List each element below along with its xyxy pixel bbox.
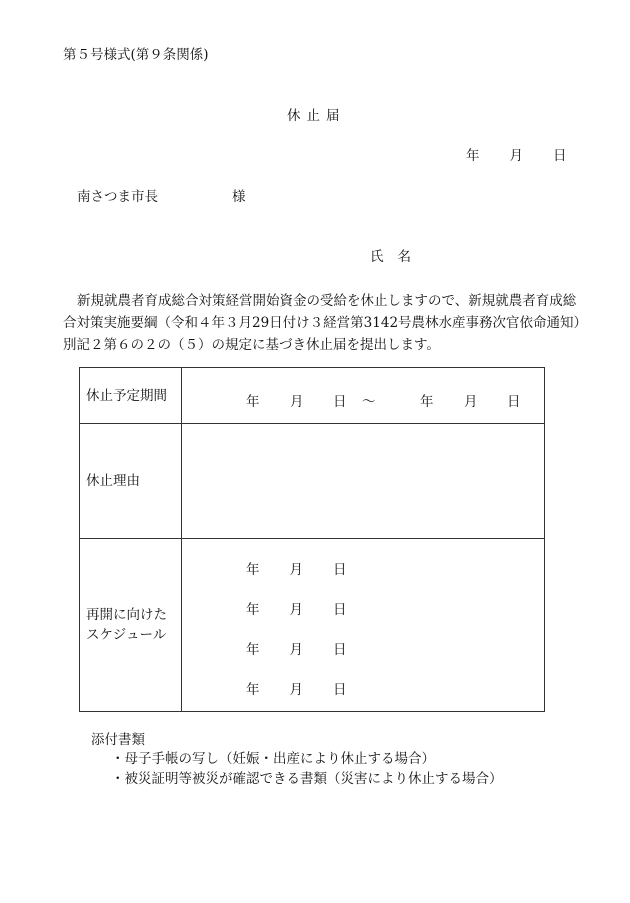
schedule-day: 日: [333, 682, 347, 698]
schedule-label-line-1: 再開に向けた: [86, 607, 167, 623]
reason-label: 休止理由: [80, 424, 182, 539]
submission-date: [466, 150, 567, 164]
schedule-month: 月: [289, 562, 303, 578]
date-day: 日: [553, 148, 567, 164]
schedule-label: [80, 539, 182, 712]
period-start-year: 年: [246, 394, 260, 410]
attachment-item: ・被災証明等被災が確認できる書類（災害により休止する場合）: [111, 771, 503, 787]
schedule-year: 年: [246, 642, 260, 658]
reason-cell[interactable]: [182, 424, 545, 539]
schedule-month: 月: [289, 642, 303, 658]
schedule-day: 日: [333, 602, 347, 618]
schedule-year: 年: [246, 602, 260, 618]
period-end-year: 年: [420, 394, 434, 410]
schedule-year: 年: [246, 682, 260, 698]
schedule-date-row: [246, 598, 347, 618]
schedule-date-row: [246, 678, 347, 698]
period-end-day: 日: [507, 394, 521, 410]
period-cell[interactable]: [182, 368, 545, 424]
document-title: 休止届: [287, 108, 346, 124]
schedule-month: 月: [289, 682, 303, 698]
schedule-day: 日: [333, 562, 347, 578]
schedule-date-row: [246, 558, 347, 578]
applicant-name-label: [370, 251, 411, 265]
attachments-heading: 添付書類: [91, 732, 145, 748]
schedule-date-row: [246, 638, 347, 658]
date-year: 年: [466, 148, 480, 164]
body-paragraph: 新規就農者育成総合対策経営開始資金の受給を休止しますので、新規就農者育成総合対策実施要綱（令和４年３月29日付け３経営第3142号農林水産事務次官依命通知）別記２第６の２の（５）の規定に基づき休止届を提出します。: [63, 293, 581, 353]
period-label: 休止予定期間: [80, 368, 182, 424]
period-end-month: 月: [464, 394, 478, 410]
recipient: [77, 191, 246, 205]
suspension-form-table: [79, 367, 545, 712]
schedule-cell[interactable]: [182, 539, 545, 712]
recipient-name: 南さつま市長: [77, 189, 158, 205]
date-month: 月: [509, 148, 523, 164]
recipient-honorific: 様: [232, 189, 246, 205]
form-number: 第５号様式(第９条関係): [63, 47, 209, 63]
applicant-mei: 名: [397, 249, 411, 265]
period-start-day: 日: [333, 394, 347, 410]
schedule-day: 日: [333, 642, 347, 658]
schedule-label-line-2: スケジュール: [86, 627, 167, 643]
schedule-year: 年: [246, 562, 260, 578]
period-start-month: 月: [290, 394, 304, 410]
attachment-item: ・母子手帳の写し（妊娠・出産により休止する場合）: [111, 751, 435, 767]
schedule-month: 月: [289, 602, 303, 618]
period-tilde: ～: [362, 394, 376, 410]
applicant-shi: 氏: [370, 249, 384, 265]
